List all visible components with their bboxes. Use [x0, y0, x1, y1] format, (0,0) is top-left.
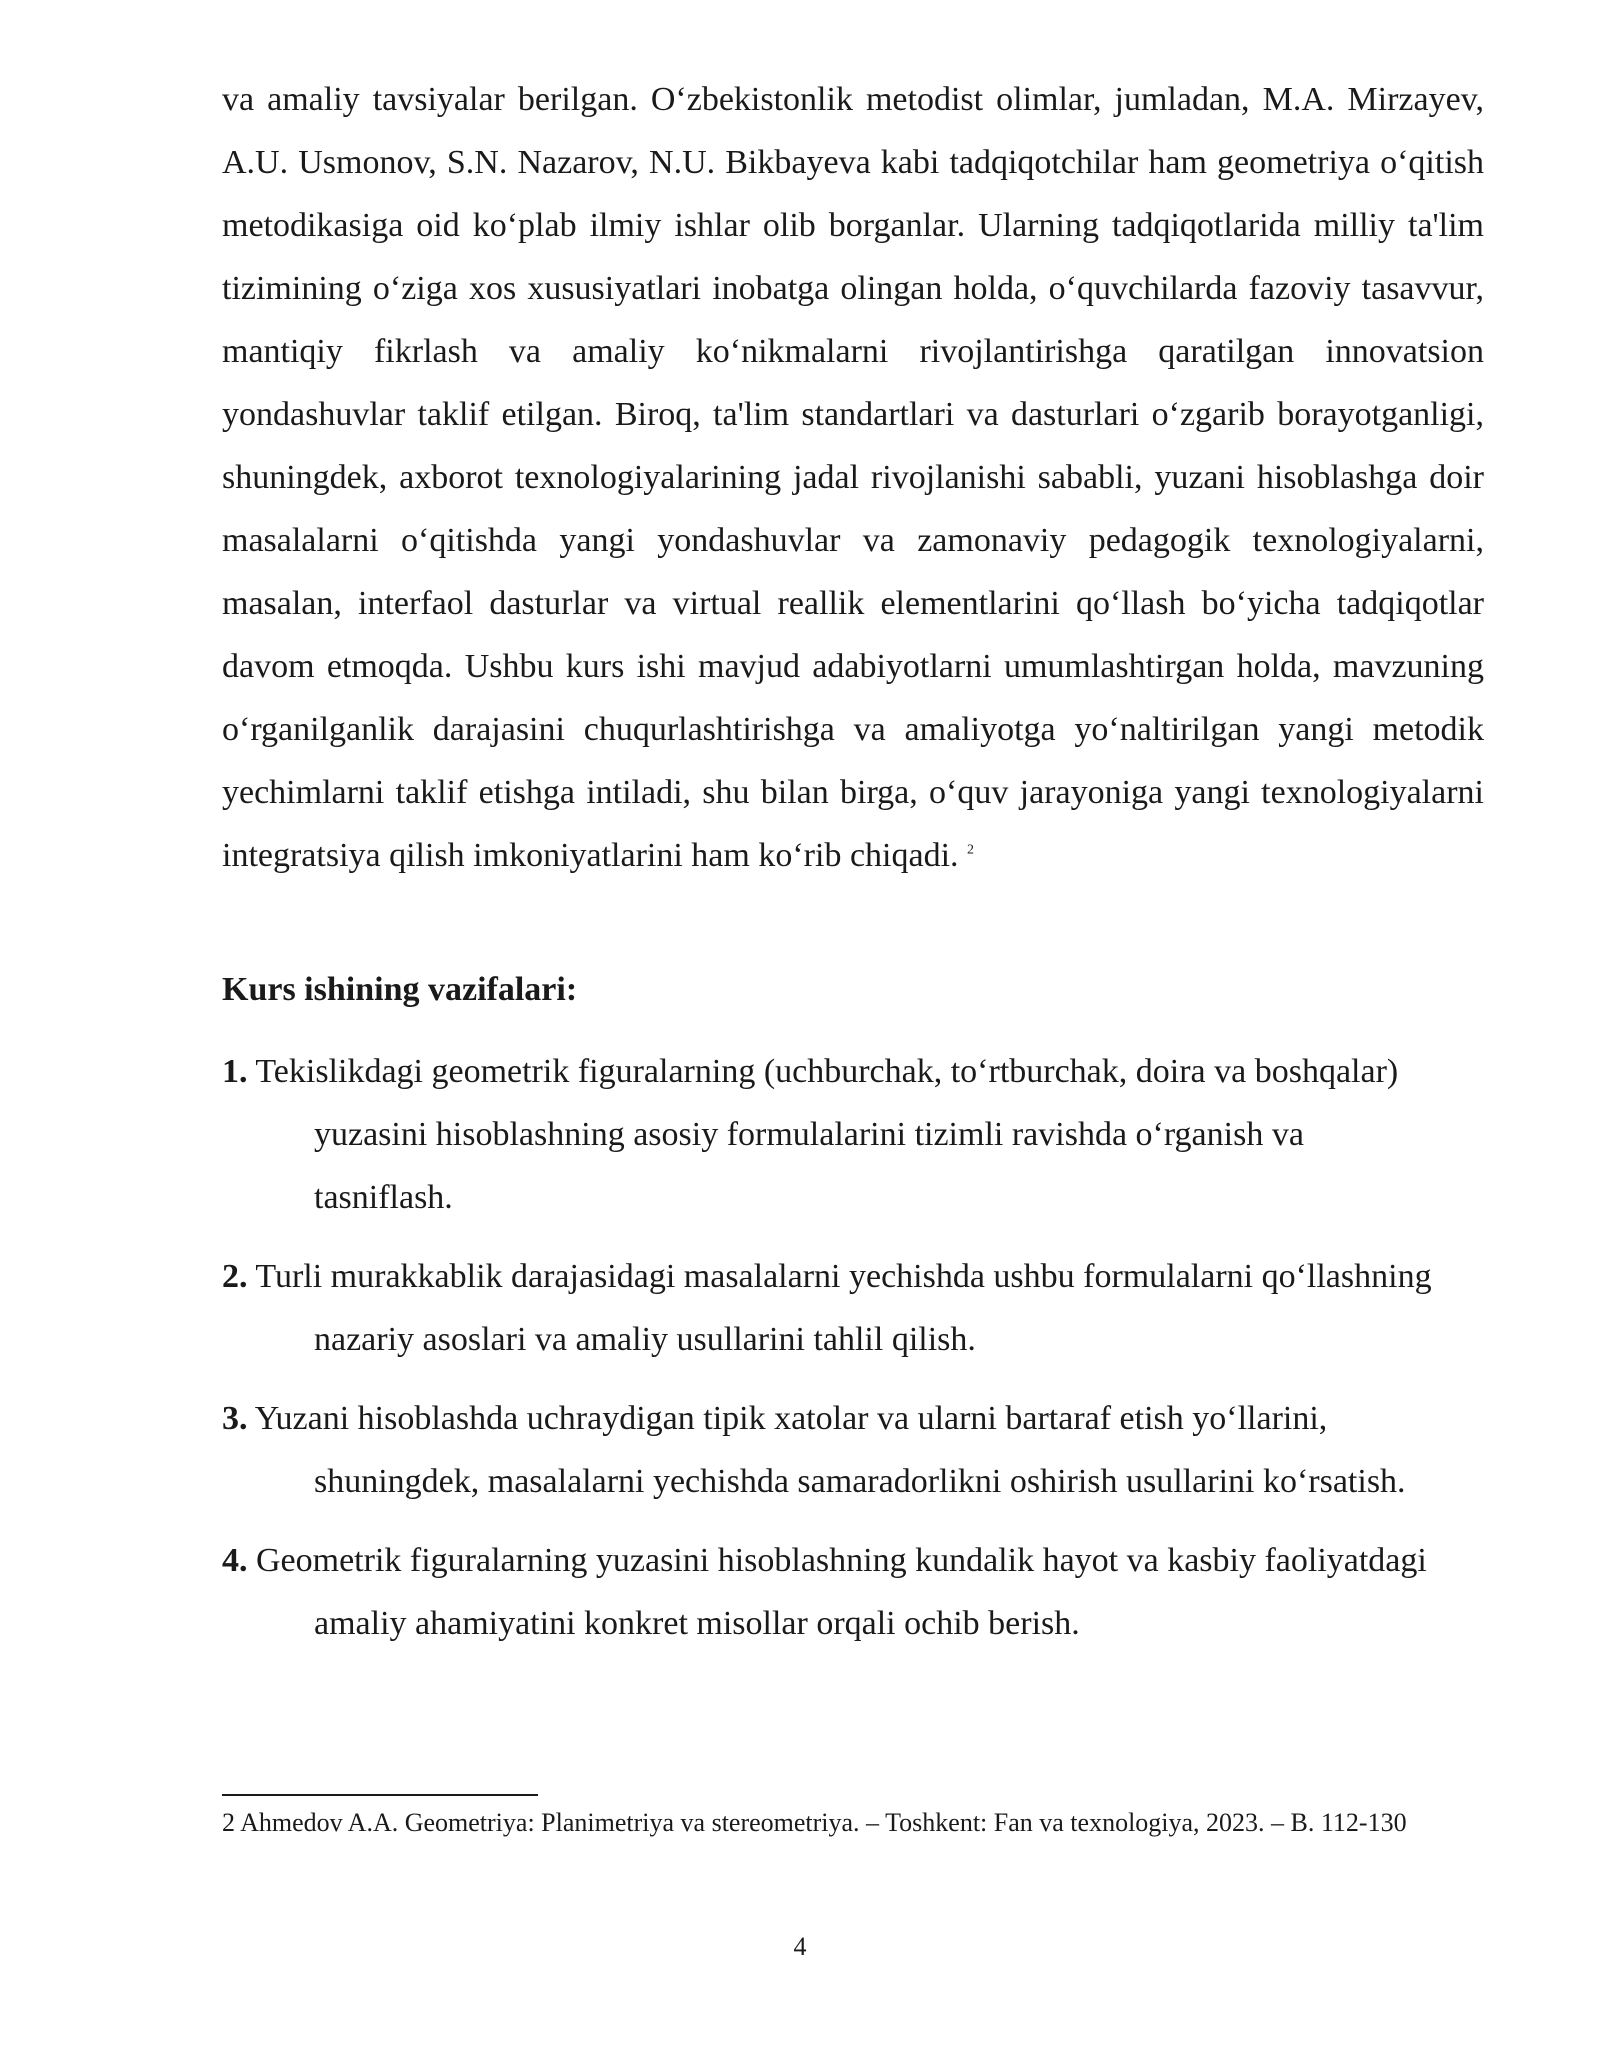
- task-text: Yuzani hisoblashda uchraydigan tipik xatolar va ularni bartaraf etish yo‘llarini, shuningdek, masalalarni yechishda samaradorlikni oshirish usullarini ko‘rsatish.: [254, 1400, 1406, 1500]
- page-number: 4: [793, 1932, 807, 1961]
- task-text: Turli murakkablik darajasidagi masalalarni yechishda ushbu formulalarni qo‘llashning nazariy asoslari va amaliy usullarini tahlil qilish.: [255, 1258, 1432, 1358]
- footnote-reference[interactable]: 2: [967, 842, 975, 858]
- tasks-list: [222, 1040, 1462, 1671]
- tasks-heading: Kurs ishining vazifalari:: [222, 971, 578, 1008]
- footnote: 2 Ahmedov A.A. Geometriya: Planimetriya va stereometriya. – Toshkent: Fan va texnologiya, 2023. – B. 112-130: [222, 1808, 1407, 1837]
- body-paragraph-text: va amaliy tavsiyalar berilgan. O‘zbekistonlik metodist olimlar, jumladan, M.A. Mirzayev, A.U. Usmonov, S.N. Nazarov, N.U. Bikbayeva kabi tadqiqotchilar ham geometriya o‘qitish metodikasiga oid ko‘plab ilmiy ishlar olib borganlar. Ularning tadqiqotlarida milliy ta'lim tizimining o‘ziga xos xususiyatlari inobatga olingan holda, o‘quvchilarda fazoviy tasavvur, mantiqiy fikrlash va amaliy ko‘nikmalarni rivojlantirishga qaratilgan innovatsion yondashuvlar taklif etilgan. Biroq, ta'lim standartlari va dasturlari o‘zgarib borayotganligi, shuningdek, axborot texnologiyalarining jadal rivojlanishi sababli, yuzani hisoblashga doir masalalarni o‘qitishda yangi yondashuvlar va zamonaviy pedagogik texnologiyalarni, masalan, interfaol dasturlar va virtual reallik elementlarini qo‘llash bo‘yicha tadqiqotlar davom etmoqda. Ushbu kurs ishi mavjud adabiyotlarni umumlashtirgan holda, mavzuning o‘rganilganlik darajasini chuqurlashtirishga va amaliyotga yo‘naltirilgan yangi metodik yechimlarni taklif etishga intiladi, shu bilan birga, o‘quv jarayoniga yangi texnologiyalarni integratsiya qilish imkoniyatlarini ham ko‘rib chiqadi.: [222, 81, 1484, 874]
- task-number: 3.: [222, 1400, 248, 1437]
- task-number: 4.: [222, 1542, 248, 1579]
- task-item: [222, 1245, 1434, 1371]
- footnote-separator: [222, 1794, 538, 1796]
- task-item: [222, 1040, 1434, 1229]
- body-paragraph: [222, 68, 1484, 887]
- task-item: [222, 1387, 1434, 1513]
- task-text: Geometrik figuralarning yuzasini hisoblashning kundalik hayot va kasbiy faoliyatdagi amaliy ahamiyatini konkret misollar orqali ochib berish.: [256, 1542, 1427, 1642]
- task-number: 2.: [222, 1258, 248, 1295]
- task-item: [222, 1529, 1434, 1655]
- task-number: 1.: [222, 1053, 248, 1090]
- task-text: Tekislikdagi geometrik figuralarning (uchburchak, to‘rtburchak, doira va boshqalar) yuzasini hisoblashning asosiy formulalarini tizimli ravishda o‘rganish va tasniflash.: [255, 1053, 1399, 1216]
